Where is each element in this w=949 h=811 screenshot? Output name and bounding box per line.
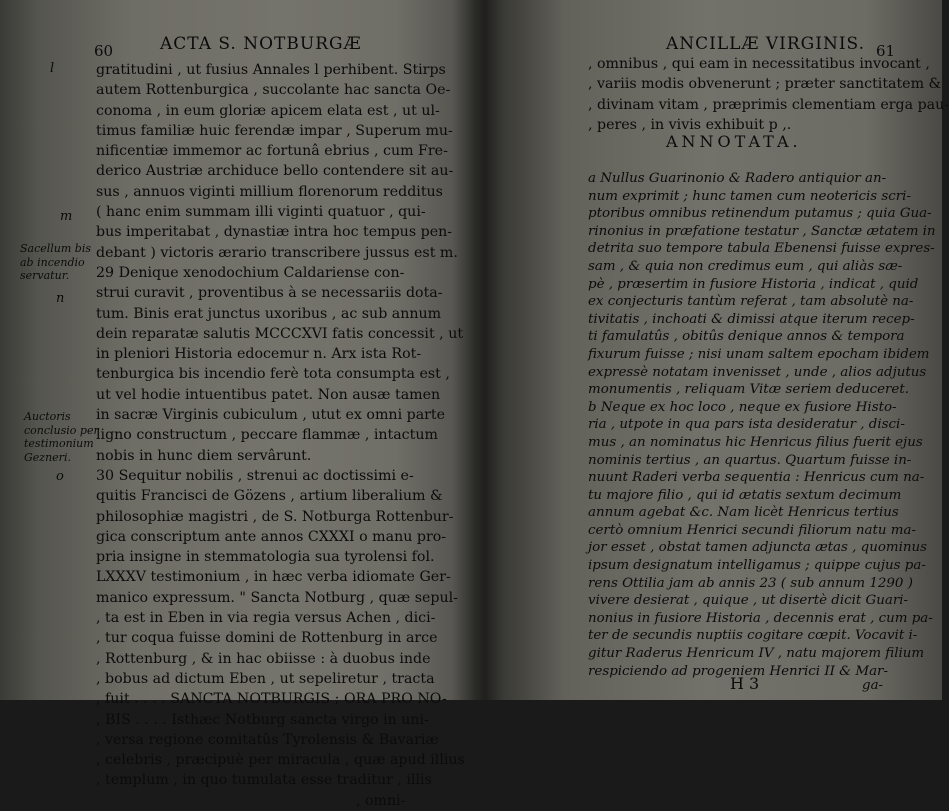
note-line: ti famulatûs , obitûs denique annos & tempora — [588, 329, 905, 345]
catchword: ga- — [862, 678, 884, 693]
note-line: num exprimit ; hunc tamen cum neotericis scri- — [588, 188, 911, 204]
page-number-right: 61 — [876, 42, 896, 60]
note-line: gitur Raderus Henricum IV , natu majorem filium — [588, 646, 925, 662]
text-line: 30 Sequitur nobilis , strenui ac doctissimi e- — [96, 467, 414, 484]
note-line: monumentis , reliquam Vitæ seriem deduceret. — [588, 382, 909, 398]
text-line: sus , annuos viginti millium florenorum redditus — [96, 183, 443, 200]
text-line: tum. Binis erat junctus uxoribus , ac sub annum — [96, 305, 442, 322]
text-line: , ta est in Eben in via regia versus Achen , dici- — [96, 610, 436, 627]
note-line: fixurum fuisse ; nisi unam saltem epocham ibidem — [588, 346, 930, 362]
text-line: , BIS . . . . Isthæc Notburg sancta virgo in uni- — [96, 711, 429, 728]
text-line: in sacræ Virginis cubiculum , utut ex omni parte — [96, 407, 446, 424]
text-line: , versa regione comitatûs Tyrolensis & Bavariæ — [96, 731, 439, 748]
margin-note-line: Sacellum bis — [20, 242, 92, 255]
text-line: , variis modis obvenerunt ; præter sanctitatem & — [588, 76, 942, 93]
text-line: gica conscriptum ante annos CXXXI o manu pro- — [96, 528, 447, 545]
note-line: rinonius in præfatione testatur , Sanctæ ætatem in — [588, 223, 936, 239]
text-line: , fuit . . . . SANCTA NOTBURGIS ; ORA PRO NO- — [96, 691, 447, 708]
text-line: gratitudini , ut fusius Annales l perhibent. Stirps — [96, 62, 446, 78]
note-line: rens Ottilia jam ab annis 23 ( sub annum 1290 ) — [588, 575, 913, 591]
note-line: detrita suo tempore tabula Ebenensi fuisse expres- — [588, 241, 935, 257]
text-line: nificentiæ immemor ac fortunâ ebrius , cum Fre- — [96, 143, 448, 160]
note-line: vivere desierat , quique , ut disertè dicit Guari- — [588, 593, 909, 609]
text-line: strui curavit , proventibus à se necessariis dota- — [96, 285, 443, 302]
note-line: annum agebat &c. Nam licèt Henricus tertius — [588, 505, 899, 521]
annotata-heading: ANNOTATA. — [666, 132, 802, 151]
text-line: philosophiæ magistri , de S. Notburga Rottenbur- — [96, 508, 454, 525]
note-line: respiciendo ad progeniem Henrici II & Mar- — [588, 663, 888, 679]
text-line: dein reparatæ salutis MCCCXVI fatis concessit , ut — [96, 325, 464, 342]
note-line: ter de secundis nuptiis cogitare cœpit. Vocavit i- — [588, 628, 918, 644]
margin-note-m: m — [60, 209, 73, 224]
note-line: certò omnium Henrici secundi filiorum natu ma- — [588, 522, 916, 538]
text-line: quitis Francisci de Gözens , artium liberalium & — [96, 488, 443, 505]
margin-note-line: testimonium — [24, 437, 94, 450]
note-line: ria , utpote in qua pars ista desideratur , disci- — [588, 417, 905, 433]
text-line: derico Austriæ archiduce bello contendere sit au- — [96, 163, 454, 180]
text-line: nobis in hunc diem servârunt. — [96, 447, 312, 464]
note-line: jor esset , obstat tamen adjuncta ætas , quominus — [588, 540, 928, 556]
signature-mark: H 3 — [730, 674, 760, 693]
note-line: b Neque ex hoc loco , neque ex fusiore Histo- — [588, 399, 897, 415]
text-line: , bobus ad dictum Eben , ut sepeliretur , tracta — [96, 670, 435, 687]
margin-note-line: conclusio per — [24, 423, 99, 437]
note-line: ex conjecturis tantùm referat , tam absolutè na- — [588, 294, 914, 310]
note-line: tivitatis , inchoati & dimissi atque iterum recep- — [588, 311, 915, 327]
text-line: pria insigne in stemmatologia sua tyrolensi fol. — [96, 549, 435, 566]
text-line: ligno constructum , peccare flammæ , intactum — [96, 427, 438, 444]
running-header-right: ANCILLÆ VIRGINIS. — [666, 34, 865, 54]
margin-note-line: Auctoris — [24, 410, 71, 423]
text-line: in pleniori Historia edocemur n. Arx ista Rot- — [96, 346, 422, 363]
margin-note-line: ab incendio — [20, 255, 85, 269]
text-line: ( hanc enim summam illi viginti quatuor , qui- — [96, 204, 426, 221]
text-line: , Rottenburg , & in hac obiisse : à duobus inde — [96, 650, 431, 667]
margin-note-line: servatur. — [20, 269, 70, 282]
text-line: LXXXV testimonium , in hæc verba idiomate Ger- — [96, 569, 451, 586]
margin-note-n: n — [56, 291, 65, 306]
note-line: sam , & quia non credimus eum , qui aliàs sæ- — [588, 258, 903, 274]
left-body-text — [96, 60, 465, 811]
text-line: debant ) victoris ærario transcribere jussus est m. — [96, 244, 458, 261]
text-line: bus imperitabat , dynastiæ intra hoc tempus pen- — [96, 224, 453, 241]
margin-note-line: Gezneri. — [24, 450, 71, 464]
note-line: nonius in fusiore Historia , decennis erat , cum pa- — [588, 610, 933, 626]
note-line: nuunt Raderi verba sequentia : Henricus cum na- — [588, 470, 925, 486]
note-line: ptoribus omnibus retinendum putamus ; quia Gua- — [588, 206, 932, 222]
right-top-text — [588, 54, 949, 135]
text-line: 29 Denique xenodochium Caldariense con- — [96, 264, 405, 281]
text-line: , omni- — [356, 792, 406, 809]
note-line: pè , præsertim in fusiore Historia , indicat , quid — [588, 276, 919, 292]
text-line: timus familiæ huic ferendæ impar , Superum mu- — [96, 122, 453, 139]
margin-note-auctoris — [24, 410, 99, 464]
text-line: , tur coqua fuisse domini de Rottenburg in arce — [96, 630, 438, 647]
annotata-notes — [588, 170, 936, 680]
right-page — [490, 0, 949, 700]
text-line: autem Rottenburgica , succolante hac sancta Oe- — [96, 82, 451, 99]
note-line: nominis tertius , an quartus. Quartum fuisse in- — [588, 452, 912, 468]
note-line: ipsum designatum intelligamus ; quippe cujus pa- — [588, 558, 926, 574]
text-line: , templum , in quo tumulata esse traditur , illis — [96, 772, 432, 789]
margin-note-l: l — [50, 61, 55, 76]
text-line: , omnibus , qui eam in necessitatibus invocant , — [588, 56, 930, 72]
note-line: tu majore filio , qui id ætatis sextum decimum — [588, 487, 902, 503]
text-line: manico expressum. " Sancta Notburg , quæ sepul- — [96, 589, 458, 606]
note-line: a Nullus Guarinonio & Radero antiquior an- — [588, 171, 887, 186]
note-line: mus , an nominatus hic Henricus filius fuerit ejus — [588, 434, 923, 450]
text-line: ut vel hodie intuentibus patet. Non ausæ tamen — [96, 386, 441, 403]
note-line: expressè notatam invenisset , unde , alios adjutus — [588, 364, 927, 380]
text-line: tenburgica bis incendio ferè tota consumpta est , — [96, 366, 450, 383]
page-number-left: 60 — [94, 42, 114, 60]
text-line: , peres , in vivis exhibuit p ,. — [588, 116, 792, 133]
running-header-left: ACTA S. NOTBURGÆ — [160, 34, 362, 54]
text-line: , divinam vitam , præprimis clementiam erga pau- — [588, 96, 949, 113]
margin-note-sacellum — [20, 242, 91, 283]
margin-note-o: o — [56, 469, 64, 484]
text-line: conoma , in eum gloriæ apicem elata est , ut ul- — [96, 102, 440, 119]
text-line: , celebris , præcipuè per miracula , quæ apud illius — [96, 752, 465, 769]
